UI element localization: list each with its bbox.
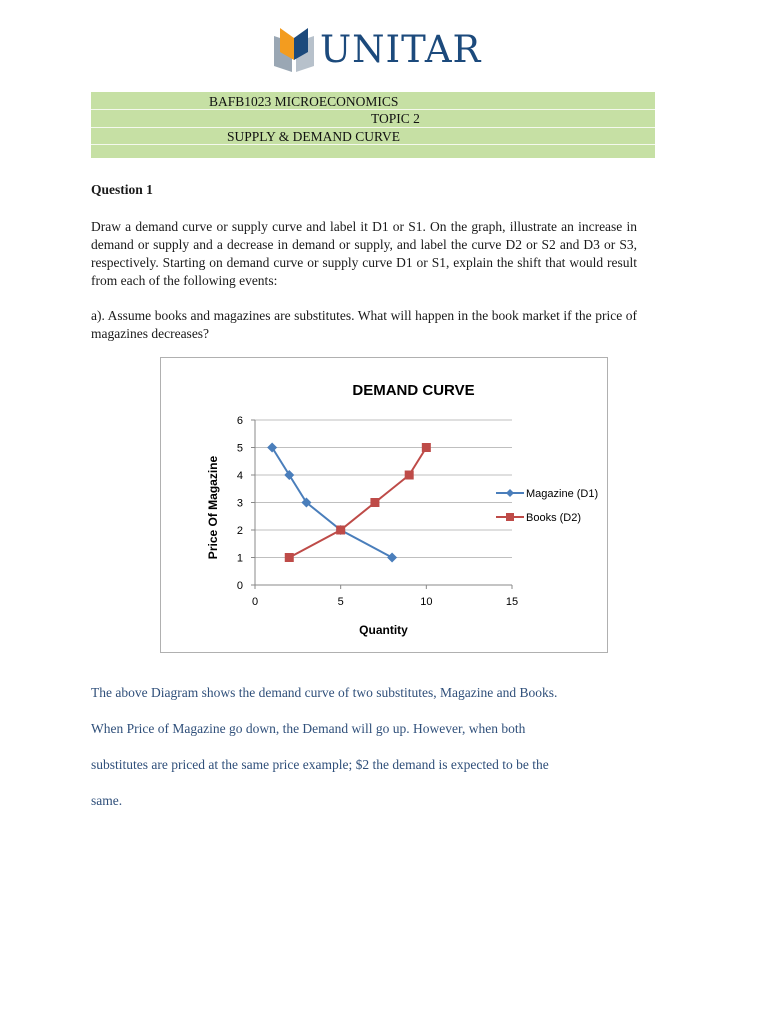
chart-title: DEMAND CURVE	[352, 382, 475, 399]
legend-entry: Books (D2)	[526, 512, 582, 524]
unitar-logo	[270, 26, 485, 78]
legend-entry: Magazine (D1)	[526, 488, 599, 500]
answer-line-3: substitutes are priced at the same price example; $2 the demand is expected to be the	[91, 757, 549, 772]
answer-line-1: The above Diagram shows the demand curve of two substitutes, Magazine and Books.	[91, 685, 558, 700]
answer-line-2: When Price of Magazine go down, the Demand will go up. However, when both	[91, 721, 526, 736]
y-tick-label: 6	[236, 415, 243, 427]
chart-canvas	[161, 358, 609, 654]
data-point-square	[422, 443, 431, 452]
question-title: Question 1	[91, 182, 153, 197]
x-tick-label: 10	[420, 596, 433, 608]
demand-curve-chart	[160, 357, 608, 653]
legend-marker	[506, 489, 514, 497]
data-point-diamond	[387, 553, 397, 563]
y-tick-label: 5	[236, 442, 243, 455]
data-point-diamond	[267, 443, 277, 453]
data-point-square	[370, 498, 379, 507]
x-axis-label: Quantity	[359, 623, 408, 637]
question-part-a: a). Assume books and magazines are substitutes. What will happen in the book market if the price of magazines decreases?	[91, 308, 637, 341]
data-point-square	[405, 471, 414, 480]
y-axis-label: Price Of Magazine	[206, 455, 220, 560]
y-tick-label: 0	[236, 580, 243, 592]
topic-subtitle: SUPPLY & DEMAND CURVE	[227, 129, 400, 144]
y-tick-label: 4	[236, 470, 243, 482]
data-point-square	[336, 526, 345, 535]
y-tick-label: 1	[236, 552, 243, 565]
course-code: BAFB1023 MICROECONOMICS	[209, 94, 399, 109]
topic-label: TOPIC 2	[371, 111, 420, 126]
x-tick-label: 0	[251, 596, 259, 608]
x-tick-label: 5	[337, 596, 344, 608]
y-tick-label: 3	[236, 497, 243, 510]
x-tick-label: 15	[505, 596, 519, 608]
y-tick-label: 2	[236, 525, 243, 537]
question-instructions: Draw a demand curve or supply curve and label it D1 or S1. On the graph, illustrate an increase in demand or supply and a decrease in demand or supply, and label the curve D2 or S2 and D3 or S3, respectively. Starting on demand curve or supply curve D1 or S1, explain the shift that would result from each of the following events:	[91, 219, 637, 288]
legend-marker	[506, 513, 514, 521]
data-point-square	[285, 553, 294, 562]
data-point-diamond	[284, 470, 294, 480]
unitar-book-icon	[270, 26, 318, 78]
answer-line-4: same.	[91, 793, 123, 808]
course-banner	[91, 92, 655, 158]
logo-text: UNITAR	[320, 28, 482, 71]
